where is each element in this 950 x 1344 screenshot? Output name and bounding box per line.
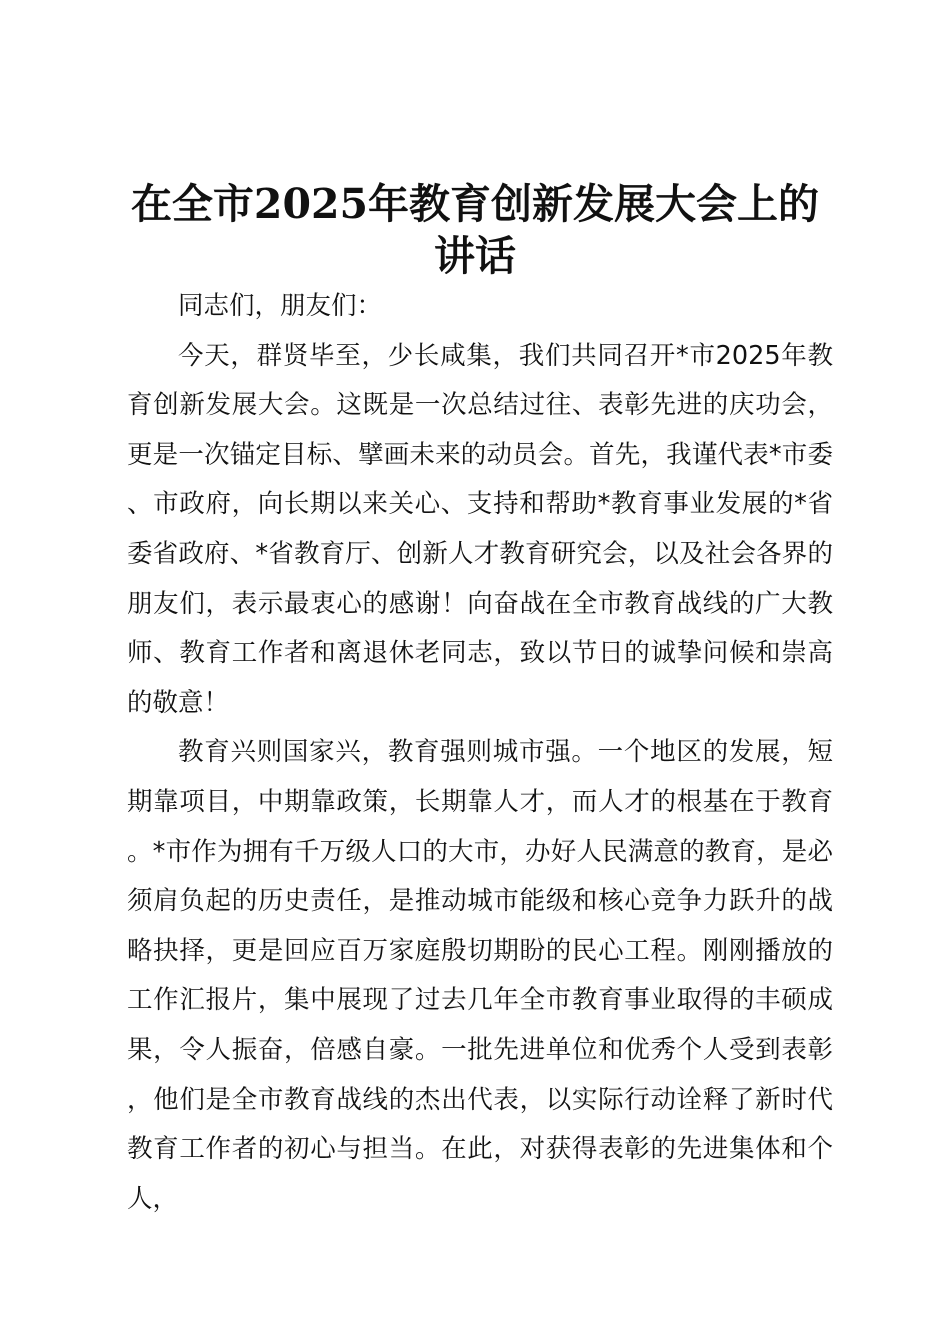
- document-title: 在全市2025年教育创新发展大会上的讲话: [130, 180, 820, 280]
- opening-paragraph: 今天，群贤毕至，少长咸集，我们共同召开*市2025年教育创新发展大会。这既是一次总结过往、表彰先进的庆功会，更是一次锚定目标、擘画未来的动员会。首先，我谨代表*市委、市政府，向长期以来关心、支持和帮助*教育事业发展的*省委省政府、*省教育厅、创新人才教育研究会，以及社会各界的朋友们，表示最衷心的感谢！向奋战在全市教育战线的广大教师、教育工作者和离退休老同志，致以节日的诚挚问候和崇高的敬意！: [127, 340, 833, 718]
- education-paragraph: 教育兴则国家兴，教育强则城市强。一个地区的发展，短期靠项目，中期靠政策，长期靠人才，而人才的根基在于教育。*市作为拥有千万级人口的大市，办好人民满意的教育，是必须肩负起的历史责任，是推动城市能级和核心竞争力跃升的战略抉择，更是回应百万家庭殷切期盼的民心工程。刚刚播放的工作汇报片，集中展现了过去几年全市教育事业取得的丰硕成果，令人振奋，倍感自豪。一批先进单位和优秀个人受到表彰，他们是全市教育战线的杰出代表，以实际行动诠释了新时代教育工作者的初心与担当。在此，对获得表彰的先进集体和个人，: [127, 737, 833, 1214]
- document-body: [127, 282, 833, 1224]
- salutation-paragraph: 同志们，朋友们：: [178, 291, 383, 321]
